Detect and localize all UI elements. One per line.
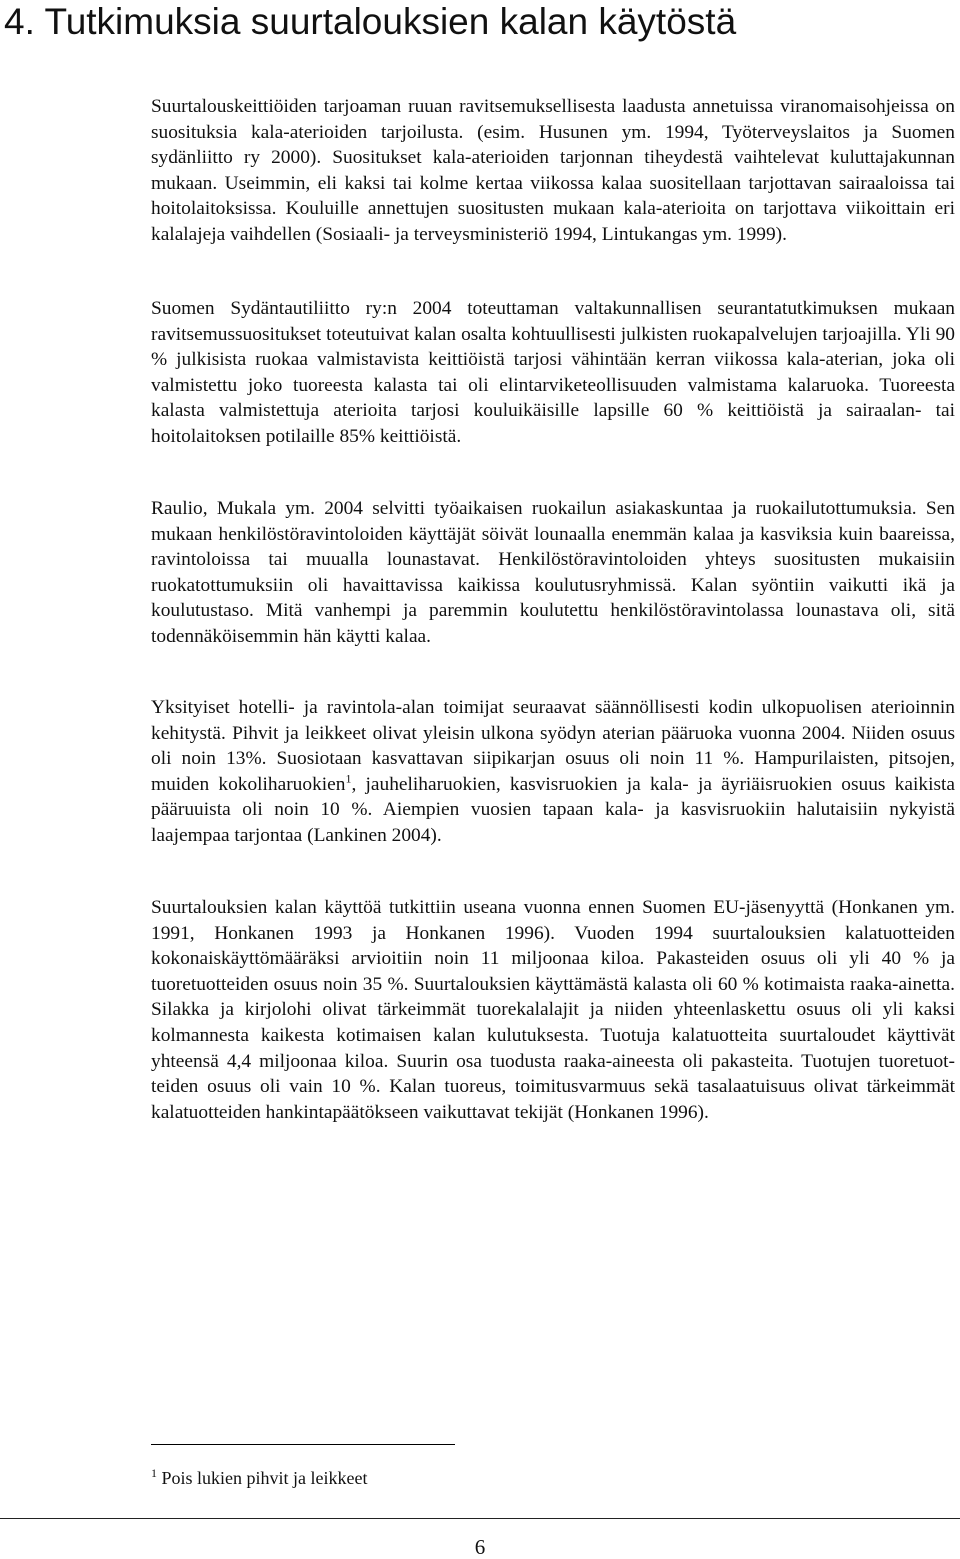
paragraph-1: Suurtalouskeittiöiden tarjoaman ruuan ravitsemuksellisesta laadusta annetuissa viranomaisohjeissa on suosituksia kala-aterioiden tarjoilusta. (esim. Husunen ym. 1994, Työterveyslaitos ja Suomen sydänliitto ry 2000). Suositukset kala-aterioiden tarjonnan tiheydestä vaihtelevat kuluttajakunnan mukaan. Useimmin, eli kaksi tai kolme kertaa viikossa kalaa suositellaan tarjottavan sairaaloissa tai hoitolaitoksissa. Kouluille annettujen suositusten mukaan kala-aterioita on tarjottava viikoittain eri kalalajeja vaihdellen (Sosiaali- ja terveysministeriö 1994, Lintukangas ym. 1999). [151, 96, 955, 245]
paragraph-2: Suomen Sydäntautiliitto ry:n 2004 toteuttaman valtakunnallisen seurantatutkimuksen mukaan ravitsemussuositukset toteutuivat kalan osalta kohtuullisesti julkisten ruokapalvelujen tarjoajilla. Yli 90 % julkisista ruokaa valmistavista keittiöistä tarjosi vähintään kerran viikossa kala-aterian, joka oli valmistettu joko tuoreesta kalasta tai oli elintarviketeollisuuden valmistama kalaruoka. Tuoreesta kalasta valmistettuja aterioita tarjosi kouluikäisille lapsille 60 % keittiöistä ja sairaalan- tai hoitolaitoksen potilaille 85% keittiöistä. [151, 298, 955, 447]
paragraph-4-text-before: Yksityiset hotelli- ja ravintola-alan toimijat seuraavat säännöllisesti kodin ulkopuolisen aterioinnin kehitystä. Pihvit ja leikkeet olivat yleisin ulkona syödyn aterian pääruoka vuonna 2004. Niiden osuus oli noin 13%. Suosiotaan kasvattavan siipikarjan osuus oli noin 11 %. Hampurilaisten, pitsojen, muiden kokoliharuokien [151, 697, 955, 795]
footnote-text: Pois lukien pihvit ja leikkeet [161, 1468, 368, 1488]
paragraph-4 [151, 695, 955, 849]
paragraph-3: Raulio, Mukala ym. 2004 selvitti työaikaisen ruokailun asiakaskuntaa ja ruokailutottumuksia. Sen mukaan henkilöstöravintoloiden käyttäjät söivät lounaalla enemmän kalaa ja kasviksia kuin baareissa, ravintoloissa tai muualla lounastavat. Henkilöstöravintoloiden yhteys suositusten mukaisiin ruokatottumuksiin oli havaittavissa kaikissa koulutusryhmissä. Kalan syöntiin vaikutti ikä ja koulutustaso. Mitä vanhempi ja paremmin koulutettu henkilöstöravintolassa lounastava oli, sitä todennäköisemmin hän käytti kalaa. [151, 498, 955, 647]
footnote-reference: 1 [345, 771, 352, 786]
footnote [151, 1466, 367, 1490]
page-footer-divider [0, 1518, 960, 1519]
page-heading: 4. Tutkimuksia suurtalouksien kalan käytöstä [4, 1, 737, 42]
footnote-separator [151, 1444, 455, 1445]
paragraph-5: Suurtalouksien kalan käyttöä tutkittiin useana vuonna ennen Suomen EU-jäsenyyttä (Honkanen ym. 1991, Honkanen 1993 ja Honkanen 1996). Vuoden 1994 suurtalouksien kalatuotteiden kokonaiskäyttömääräksi arvioitiin noin 11 miljoonaa kiloa. Pakasteiden osuus oli yli 40 % ja tuoretuotteiden osuus noin 35 %. Suurtalouksien käyttämästä kalasta oli 60 % kotimaista raaka-ainetta. Silakka ja kirjolohi olivat tärkeimmät tuorekalalajit ja niiden yhteenlaskettu osuus oli yli kaksi kolmannesta kaikesta kotimaisen kalan kulutuksesta. Tuotuja kalatuotteita suurtaloudet käyttivät yhteensä 4,4 miljoonaa kiloa. Suurin osa tuodusta raaka-aineesta oli pakasteita. Tuotujen tuoretuotteiden osuus oli vain 10 %. Kalan tuoreus, toimitusvarmuus sekä tasalaatuisuus olivat tärkeimmät kalatuotteiden hankintapäätökseen vaikuttavat tekijät (Honkanen 1996). [151, 897, 955, 1123]
page-number: 6 [474, 1535, 486, 1559]
paragraph-4-text-after: , jauheliharuokien, kasvisruokien ja kala- ja äyriäisruokien osuus kaikista pääruuista oli noin 10 %. Aiempien vuosien tapaan kala- ja kasvisruokiin halutaisiin nykyistä laajempaa tarjontaa (Lankinen 2004). [151, 773, 955, 846]
footnote-marker: 1 [151, 1466, 157, 1480]
